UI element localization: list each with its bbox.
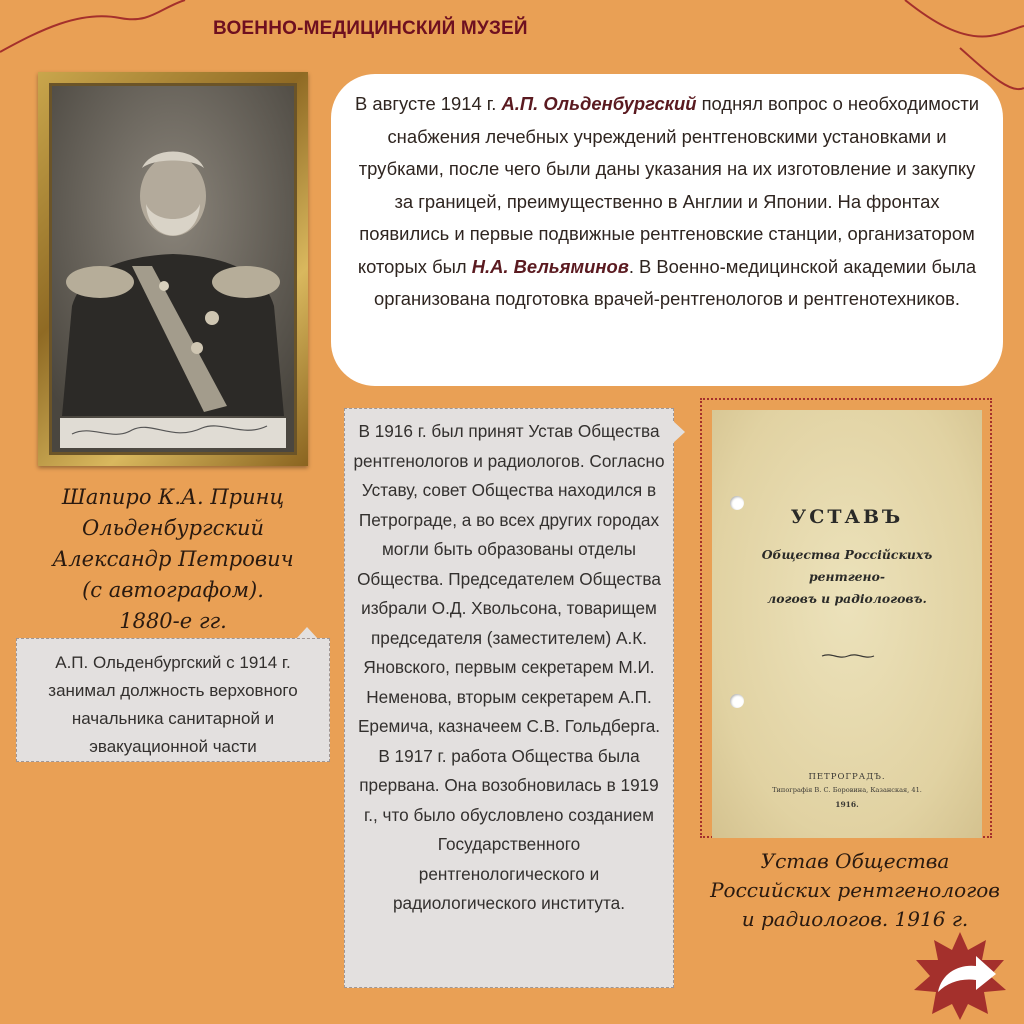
- arrow-right-icon: [912, 930, 1008, 1020]
- highlight-name-velyaminov: Н.А. Вельяминов: [471, 255, 629, 277]
- side-note-text: А.П. Ольденбургский с 1914 г. занимал должность верховного начальника санитарной и эвакуационной части: [48, 653, 298, 756]
- punch-hole: [730, 694, 744, 708]
- ornament-icon: [820, 652, 876, 660]
- document-subtitle-line: логовъ и радіологовъ.: [767, 591, 927, 606]
- main-text-box: [331, 74, 1003, 386]
- document-title: УСТАВЪ: [790, 506, 904, 528]
- document-year: 1916.: [835, 800, 859, 809]
- caption-line: Российских рентгенологов: [710, 878, 1000, 902]
- document-city: ПЕТРОГРАДЪ.: [808, 772, 886, 782]
- portrait-photo: [49, 83, 297, 455]
- charter-document-image: [712, 410, 982, 838]
- caption-line: Шапиро К.А. Принц: [61, 485, 285, 509]
- main-text-middle: поднял вопрос о необходимости снабжения лечебных учреждений рентгеновскими установками и трубками, после чего были даны указания на их изготовление и закупку за границей, преимущественно в Англии и Японии. На фронтах появились и первые подвижные рентгеновские станции, организатором которых был: [357, 93, 980, 277]
- caption-line: Ольденбургский: [82, 516, 264, 540]
- side-note-box: [16, 638, 330, 762]
- document-caption: [690, 847, 1020, 934]
- society-pointer: [672, 420, 685, 444]
- caption-line: 1880-е гг.: [119, 609, 227, 633]
- portrait-frame: [38, 72, 308, 466]
- next-button[interactable]: [912, 930, 1008, 1020]
- portrait-caption: [28, 482, 318, 637]
- document-printer: Типографія В. С. Боровина, Казанская, 41.: [772, 786, 922, 794]
- caption-line: Александр Петрович: [52, 547, 294, 571]
- caption-line: Устав Общества: [760, 849, 950, 873]
- society-text-box: [344, 408, 674, 988]
- main-text-prefix: В августе 1914 г.: [354, 93, 502, 114]
- caption-line: и радиологов. 1916 г.: [741, 907, 969, 931]
- society-text: В 1916 г. был принят Устав Общества рентгенологов и радиологов. Согласно Уставу, совет Общества находился в Петрограде, а во всех других городах могли быть образованы отделы Общества. Председателем Общества избрали О.Д. Хвольсона, товарищем председателя (заместителем) А.К. Яновского, первым секретарем М.И. Неменова, вторым секретарем А.П. Еремича, казначеем С.В. Гольдберга. В 1917 г. работа Общества была прервана. Она возобновилась в 1919 г., что было обусловлено созданием Государственного рентгенологического и радиологического института.: [353, 421, 665, 913]
- document-subtitle: [722, 544, 972, 610]
- main-paragraph: [349, 88, 985, 316]
- highlight-name-oldenburg: А.П. Ольденбургский: [501, 93, 697, 114]
- caption-line: (с автографом).: [82, 578, 264, 602]
- document-subtitle-line: Общества Россійскихъ рентгено-: [761, 547, 933, 584]
- museum-title: ВОЕННО-МЕДИЦИНСКИЙ МУЗЕЙ: [213, 18, 528, 39]
- main-text-end: . В Военно-медицинской академии была организована подготовка врачей-рентгенологов и рентгенотехников.: [374, 255, 977, 309]
